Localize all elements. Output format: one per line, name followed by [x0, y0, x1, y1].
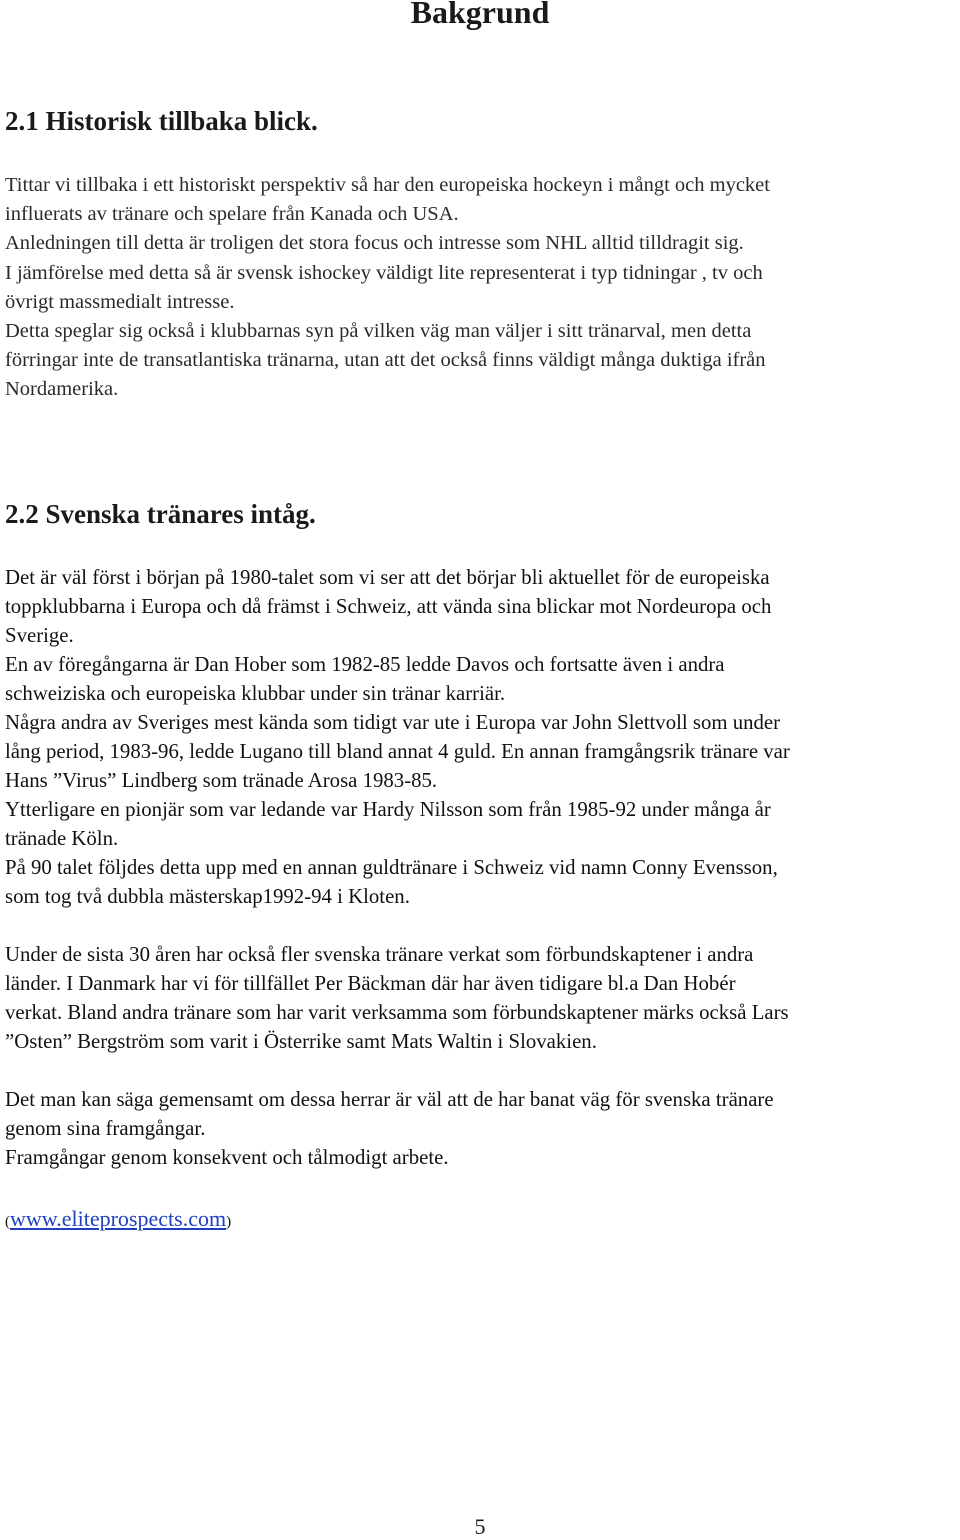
text-line: I jämförelse med detta så är svensk ishockey väldigt lite representerat i typ tidningar , tv och — [5, 261, 763, 284]
section-body-historisk — [5, 171, 955, 405]
text-line: Anledningen till detta är troligen det stora focus och intresse som NHL alltid tilldragit sig. — [5, 232, 744, 255]
text-line: Hans ”Virus” Lindberg som tränade Arosa 1983-85. — [5, 769, 438, 792]
source-reference — [5, 1205, 231, 1236]
paragraph-gap — [5, 1056, 955, 1085]
section-body-svenska — [5, 563, 955, 1172]
close-paren: ) — [226, 1214, 232, 1230]
text-line: genom sina framgångar. — [5, 1117, 206, 1140]
text-line: Det är väl först i början på 1980-talet som vi ser att det börjar bli aktuellet för de europeiska — [5, 566, 770, 589]
text-line: som tog två dubbla mästerskap1992-94 i Kloten. — [5, 885, 410, 908]
text-line: Det man kan säga gemensamt om dessa herrar är väl att de har banat väg för svenska tränare — [5, 1088, 774, 1111]
source-link[interactable]: www.eliteprospects.com — [10, 1206, 227, 1231]
page-number: 5 — [474, 1514, 486, 1539]
text-line: toppklubbarna i Europa och då främst i Schweiz, att vända sina blickar mot Nordeuropa och — [5, 595, 772, 618]
text-line: En av föregångarna är Dan Hober som 1982-85 ledde Davos och fortsatte även i andra — [5, 653, 725, 676]
text-line: förringar inte de transatlantiska tränarna, utan att det också finns väldigt många duktiga ifrån — [5, 349, 766, 372]
text-line: schweiziska och europeiska klubbar under sin tränar karriär. — [5, 682, 506, 705]
text-line: Ytterligare en pionjär som var ledande var Hardy Nilsson som från 1985-92 under många år — [5, 798, 771, 821]
text-line: influerats av tränare och spelare från Kanada och USA. — [5, 203, 459, 226]
text-line: tränade Köln. — [5, 827, 119, 850]
text-line: övrigt massmedialt intresse. — [5, 290, 235, 313]
text-line: Sverige. — [5, 624, 74, 647]
paragraph-gap — [5, 911, 955, 940]
text-line: Några andra av Sveriges mest kända som tidigt var ute i Europa var John Slettvoll som under — [5, 711, 781, 734]
page-title: Bakgrund — [410, 0, 550, 30]
text-line: verkat. Bland andra tränare som har varit verksamma som förbundskaptener märks också Lars — [5, 1001, 789, 1024]
text-line: Framgångar genom konsekvent och tålmodigt arbete. — [5, 1146, 449, 1169]
text-line: Tittar vi tillbaka i ett historiskt perspektiv så har den europeiska hockeyn i mångt och mycket — [5, 174, 770, 196]
text-line: Under de sista 30 åren har också fler svenska tränare verkat som förbundskaptener i andra — [5, 943, 754, 966]
text-line: ”Osten” Bergström som varit i Österrike samt Mats Waltin i Slovakien. — [5, 1030, 597, 1053]
text-line: lång period, 1983-96, ledde Lugano till bland annat 4 guld. En annan framgångsrik tränare var — [5, 740, 790, 763]
section-heading-historisk: 2.1 Historisk tillbaka blick. — [5, 106, 318, 136]
text-line: Detta speglar sig också i klubbarnas syn på vilken väg man väljer i sitt tränarval, men detta — [5, 320, 752, 343]
text-line: Nordamerika. — [5, 378, 119, 401]
section-heading-svenska: 2.2 Svenska tränares intåg. — [5, 499, 316, 529]
text-line: På 90 talet följdes detta upp med en annan guldtränare i Schweiz vid namn Conny Evensson, — [5, 856, 778, 879]
open-paren: ( — [5, 1214, 10, 1230]
text-line: länder. I Danmark har vi för tillfället Per Bäckman där har även tidigare bl.a Dan Hobér — [5, 972, 736, 995]
